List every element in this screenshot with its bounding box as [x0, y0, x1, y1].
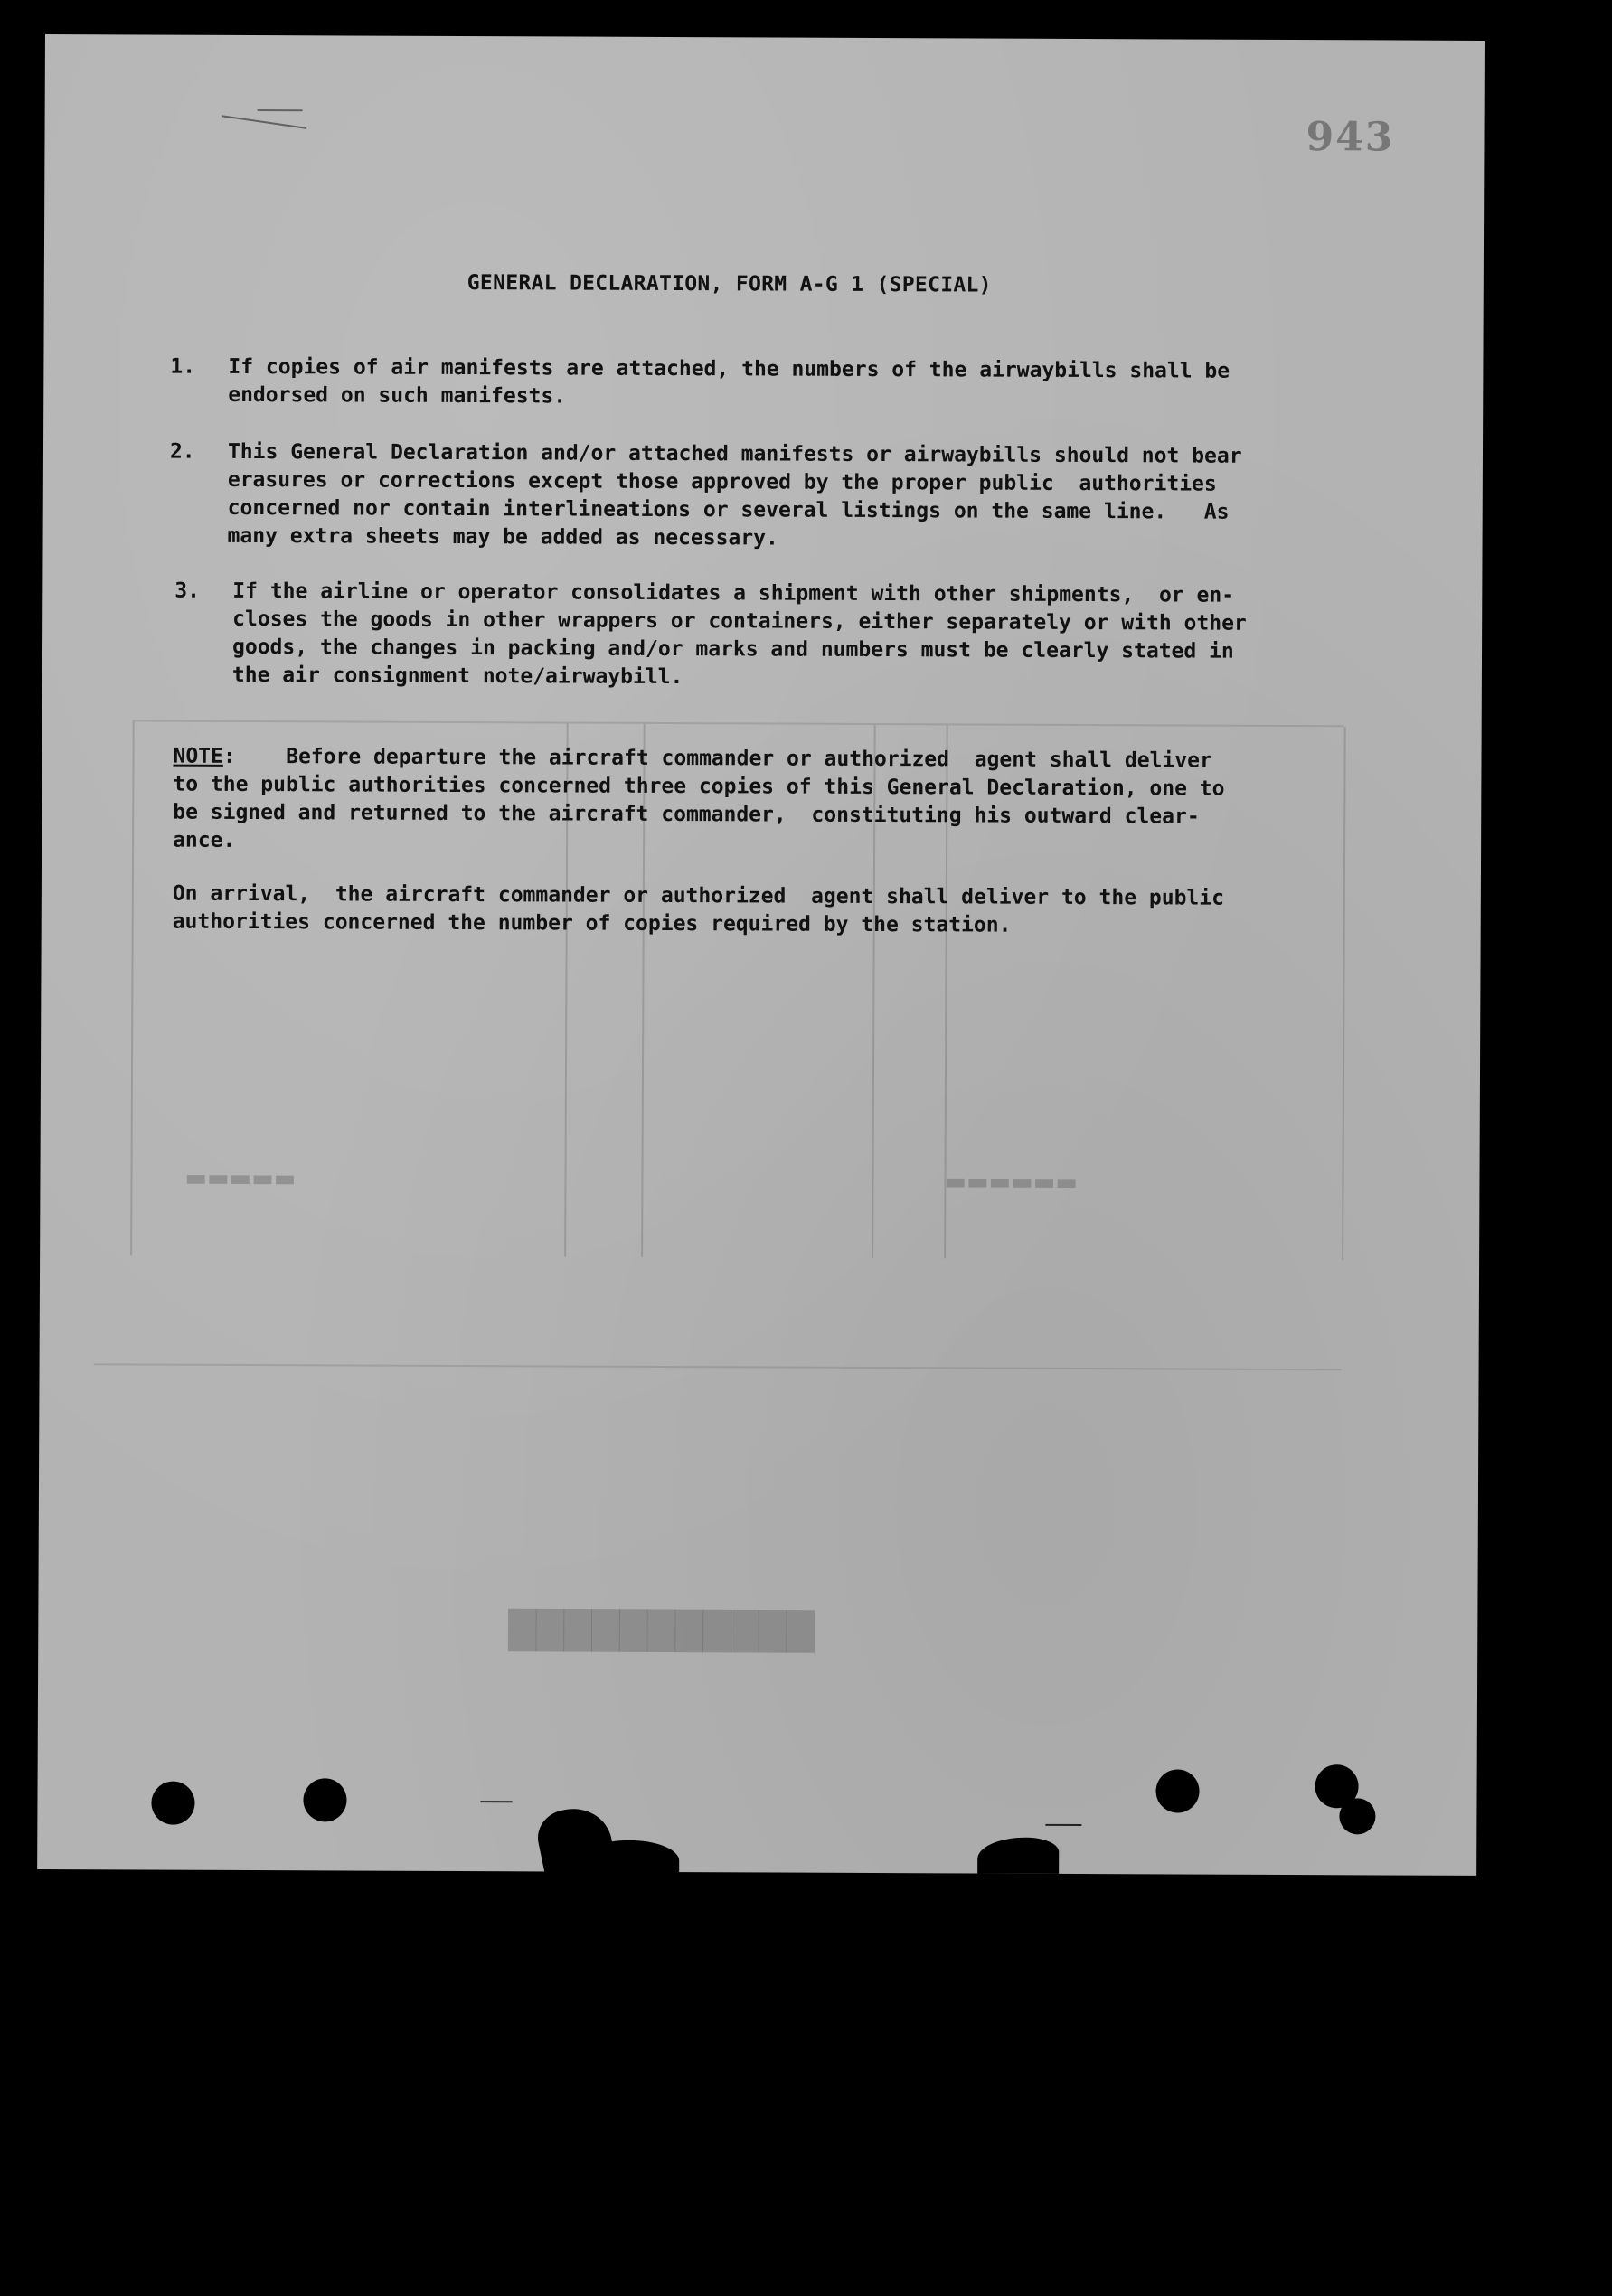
smudge-mark: [1045, 1824, 1081, 1826]
item-number: 2.: [169, 439, 195, 464]
item-line: If copies of air manifests are attached, the numbers of the airwaybills shall be: [228, 354, 1230, 383]
page-number: 943: [1306, 114, 1395, 161]
item-text: [228, 353, 1340, 414]
torn-edge: [580, 1840, 679, 1881]
arrival-line: On arrival, the aircraft commander or authorized agent shall deliver to the public: [172, 881, 1225, 910]
item-line: closes the goods in other wrappers or containers, either separately or with other: [232, 607, 1247, 635]
smudge-mark: [222, 115, 306, 129]
punch-hole: [151, 1782, 194, 1825]
item-line: concerned nor contain interlineations or several listings on the same line. As: [227, 495, 1230, 524]
arrival-paragraph: [173, 880, 1375, 942]
item-line: erasures or corrections except those approved by the proper public authorities: [227, 467, 1217, 496]
document-page: [37, 34, 1485, 1876]
arrival-line: authorities concerned the number of copies required by the station.: [172, 909, 1012, 937]
item-text: [228, 438, 1341, 555]
bleed-through-mark: ▬▬▬▬▬▬: [944, 1168, 1078, 1196]
bleed-through-mark: ███████████: [508, 1609, 815, 1653]
item-line: If the airline or operator consolidates a shipment with other shipments, or en-: [232, 579, 1235, 607]
bleed-through-mark: [130, 721, 135, 1255]
item-number: 3.: [174, 579, 201, 603]
note-line: be signed and returned to the aircraft commander, constituting his outward clear-: [173, 800, 1200, 829]
bleed-through-mark: [133, 720, 1344, 727]
item-line: many extra sheets may be added as necessary.: [227, 523, 778, 550]
torn-edge: [977, 1838, 1059, 1874]
bleed-through-mark: [94, 1363, 1342, 1370]
item-line: endorsed on such manifests.: [228, 382, 567, 409]
note-line: to the public authorities concerned three copies of this General Declaration, one to: [173, 772, 1225, 801]
smudge-mark: [480, 1801, 512, 1802]
note-label: NOTE: [173, 744, 223, 768]
item-text: [232, 578, 1345, 694]
item-line: This General Declaration and/or attached manifests or airwaybills should not bear: [227, 439, 1242, 468]
note-line: : Before departure the aircraft commander or authorized agent shall deliver: [222, 744, 1212, 773]
item-line: the air consignment note/airwaybill.: [231, 663, 683, 690]
punch-hole: [1155, 1769, 1199, 1812]
note-line: ance.: [173, 828, 236, 852]
document-title: GENERAL DECLARATION, FORM A-G 1 (SPECIAL): [467, 271, 992, 297]
torn-edge: [1339, 1798, 1375, 1834]
bleed-through-mark: ▬▬▬▬▬: [184, 1164, 297, 1193]
item-line: goods, the changes in packing and/or marks and numbers must be clearly stated in: [231, 635, 1234, 663]
note-paragraph: [173, 743, 1376, 861]
smudge-mark: [258, 109, 303, 111]
item-number: 1.: [170, 354, 196, 379]
punch-hole: [303, 1778, 346, 1821]
